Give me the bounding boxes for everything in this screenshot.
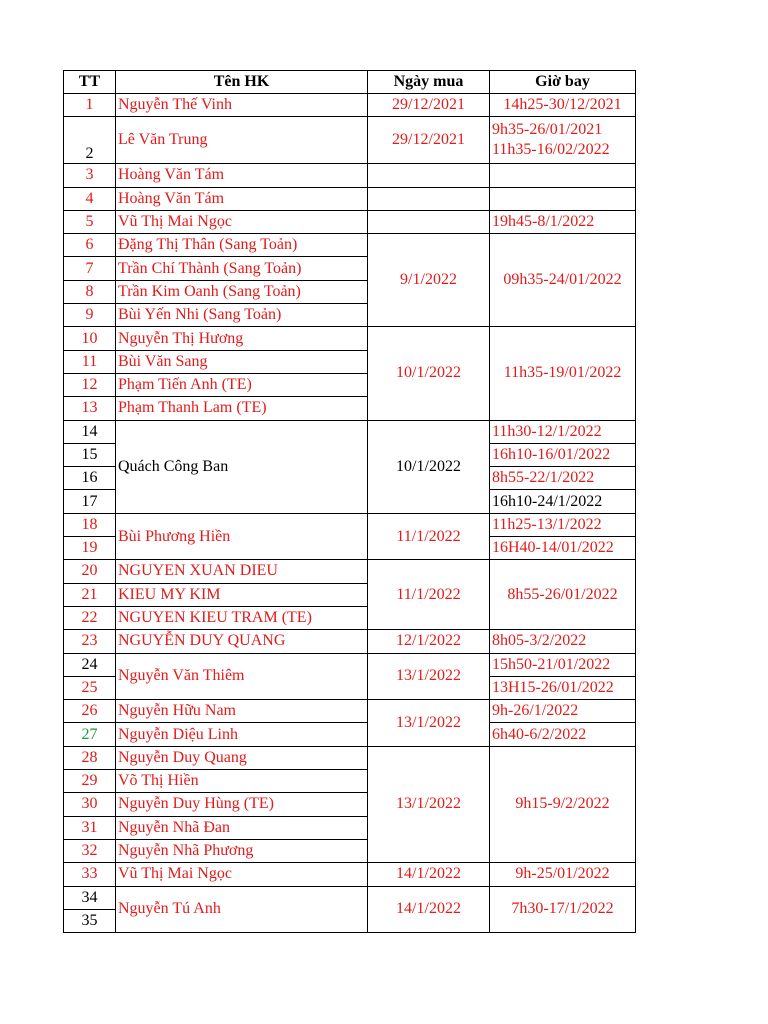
cell-name[interactable]: Nguyễn Nhã Phương	[116, 839, 368, 862]
cell-name[interactable]: Bùi Yến Nhi (Sang Toản)	[116, 304, 368, 327]
cell-time[interactable]	[490, 187, 636, 210]
cell-time[interactable]: 13H15-26/01/2022	[490, 676, 636, 699]
table-row	[64, 886, 636, 909]
table-row	[64, 723, 636, 746]
cell-tt[interactable]: 2	[64, 117, 116, 164]
cell-tt[interactable]: 28	[64, 746, 116, 769]
table-row	[64, 234, 636, 257]
cell-tt[interactable]: 26	[64, 700, 116, 723]
cell-time[interactable]: 19h45-8/1/2022	[490, 210, 636, 233]
cell-name[interactable]: Bùi Văn Sang	[116, 350, 368, 373]
cell-name[interactable]: Trần Chí Thành (Sang Toản)	[116, 257, 368, 280]
cell-tt[interactable]: 27	[64, 723, 116, 746]
cell-time[interactable]: 16H40-14/01/2022	[490, 537, 636, 560]
table-row	[64, 187, 636, 210]
table-row	[64, 210, 636, 233]
cell-name[interactable]: Bùi Phương Hiền	[116, 513, 368, 560]
cell-name[interactable]: Nguyễn Duy Hùng (TE)	[116, 793, 368, 816]
cell-tt[interactable]: 31	[64, 816, 116, 839]
cell-name[interactable]: Nguyễn Thị Hương	[116, 327, 368, 350]
cell-date[interactable]: 29/12/2021	[368, 94, 490, 117]
cell-time[interactable]: 9h-26/1/2022	[490, 700, 636, 723]
table-row	[64, 94, 636, 117]
cell-tt[interactable]: 24	[64, 653, 116, 676]
cell-time[interactable]: 9h-25/01/2022	[490, 863, 636, 886]
cell-tt[interactable]: 17	[64, 490, 116, 513]
cell-tt[interactable]: 5	[64, 210, 116, 233]
cell-time[interactable]: 11h25-13/1/2022	[490, 513, 636, 536]
cell-tt[interactable]: 21	[64, 583, 116, 606]
flight-booking-table	[63, 70, 636, 933]
cell-tt[interactable]: 3	[64, 164, 116, 187]
cell-date[interactable]	[368, 164, 490, 187]
cell-name[interactable]: Hoàng Văn Tám	[116, 164, 368, 187]
cell-tt[interactable]: 4	[64, 187, 116, 210]
cell-time[interactable]	[490, 117, 636, 164]
cell-date[interactable]: 14/1/2022	[368, 886, 490, 933]
cell-date[interactable]: 13/1/2022	[368, 653, 490, 700]
cell-name[interactable]: Phạm Tiến Anh (TE)	[116, 373, 368, 396]
table-row	[64, 863, 636, 886]
cell-tt[interactable]: 18	[64, 513, 116, 536]
cell-time[interactable]	[490, 164, 636, 187]
table-row	[64, 513, 636, 536]
cell-date[interactable]: 10/1/2022	[368, 327, 490, 420]
cell-name[interactable]: Vũ Thị Mai Ngọc	[116, 863, 368, 886]
cell-time[interactable]: 8h55-22/1/2022	[490, 467, 636, 490]
cell-name[interactable]: Nguyễn Thế Vinh	[116, 94, 368, 117]
cell-tt[interactable]: 11	[64, 350, 116, 373]
cell-name[interactable]: Nguyễn Nhã Đan	[116, 816, 368, 839]
table-row	[64, 630, 636, 653]
cell-date[interactable]: 13/1/2022	[368, 700, 490, 747]
cell-tt[interactable]: 14	[64, 420, 116, 443]
cell-time[interactable]: 8h55-26/01/2022	[490, 560, 636, 630]
cell-date[interactable]: 10/1/2022	[368, 420, 490, 513]
cell-name[interactable]: NGUYEN XUAN DIEU	[116, 560, 368, 583]
cell-name[interactable]: Lê Văn Trung	[116, 117, 368, 164]
cell-date[interactable]: 12/1/2022	[368, 630, 490, 653]
cell-time[interactable]: 8h05-3/2/2022	[490, 630, 636, 653]
cell-date[interactable]	[368, 187, 490, 210]
table-row	[64, 700, 636, 723]
cell-time[interactable]: 14h25-30/12/2021	[490, 94, 636, 117]
cell-name[interactable]: Đặng Thị Thân (Sang Toản)	[116, 234, 368, 257]
cell-time[interactable]: 11h35-19/01/2022	[490, 327, 636, 420]
cell-name[interactable]: NGUYỄN DUY QUANG	[116, 630, 368, 653]
cell-tt[interactable]: 6	[64, 234, 116, 257]
cell-time[interactable]: 09h35-24/01/2022	[490, 234, 636, 327]
cell-tt[interactable]: 35	[64, 909, 116, 932]
cell-name[interactable]: Hoàng Văn Tám	[116, 187, 368, 210]
cell-tt[interactable]: 33	[64, 863, 116, 886]
cell-tt[interactable]: 16	[64, 467, 116, 490]
cell-name[interactable]: Quách Công Ban	[116, 420, 368, 513]
header-time[interactable]: Giờ bay	[490, 71, 636, 94]
cell-name[interactable]: Nguyễn Văn Thiêm	[116, 653, 368, 700]
table-row	[64, 117, 636, 164]
table-row	[64, 746, 636, 769]
table-row	[64, 560, 636, 583]
time-line: 11h35-16/02/2022	[492, 141, 610, 159]
cell-tt[interactable]: 30	[64, 793, 116, 816]
cell-tt[interactable]: 25	[64, 676, 116, 699]
table-row	[64, 164, 636, 187]
cell-tt[interactable]: 20	[64, 560, 116, 583]
cell-date[interactable]: 14/1/2022	[368, 863, 490, 886]
cell-name[interactable]: Phạm Thanh Lam (TE)	[116, 397, 368, 420]
cell-tt[interactable]: 7	[64, 257, 116, 280]
cell-time[interactable]: 16h10-24/1/2022	[490, 490, 636, 513]
cell-tt[interactable]: 22	[64, 606, 116, 629]
cell-time[interactable]: 7h30-17/1/2022	[490, 886, 636, 933]
cell-time[interactable]: 15h50-21/01/2022	[490, 653, 636, 676]
cell-name[interactable]: Nguyễn Hữu Nam	[116, 700, 368, 723]
cell-date[interactable]	[368, 210, 490, 233]
cell-name[interactable]: Nguyễn Duy Quang	[116, 746, 368, 769]
cell-name[interactable]: KIEU MY KIM	[116, 583, 368, 606]
header-tt[interactable]: TT	[64, 71, 116, 94]
cell-date[interactable]: 29/12/2021	[368, 117, 490, 164]
cell-tt[interactable]: 15	[64, 443, 116, 466]
cell-tt[interactable]: 29	[64, 770, 116, 793]
table-row	[64, 327, 636, 350]
cell-date[interactable]: 13/1/2022	[368, 746, 490, 862]
header-row	[64, 71, 636, 94]
cell-name[interactable]: Võ Thị Hiền	[116, 770, 368, 793]
cell-time[interactable]: 16h10-16/01/2022	[490, 443, 636, 466]
cell-tt[interactable]: 32	[64, 839, 116, 862]
table-row	[64, 420, 636, 443]
header-name[interactable]: Tên HK	[116, 71, 368, 94]
cell-date[interactable]: 9/1/2022	[368, 234, 490, 327]
cell-tt[interactable]: 8	[64, 280, 116, 303]
cell-date[interactable]: 11/1/2022	[368, 560, 490, 630]
cell-tt[interactable]: 19	[64, 537, 116, 560]
cell-time[interactable]: 6h40-6/2/2022	[490, 723, 636, 746]
cell-name[interactable]: Nguyễn Tú Anh	[116, 886, 368, 933]
table-row	[64, 653, 636, 676]
cell-tt[interactable]: 23	[64, 630, 116, 653]
cell-name[interactable]: NGUYEN KIEU TRAM (TE)	[116, 606, 368, 629]
cell-name[interactable]: Vũ Thị Mai Ngọc	[116, 210, 368, 233]
cell-name[interactable]: Nguyễn Diệu Linh	[116, 723, 368, 746]
cell-date[interactable]: 11/1/2022	[368, 513, 490, 560]
time-line: 9h35-26/01/2021	[492, 121, 603, 139]
cell-tt[interactable]: 10	[64, 327, 116, 350]
cell-name[interactable]: Trần Kim Oanh (Sang Toản)	[116, 280, 368, 303]
cell-tt[interactable]: 9	[64, 304, 116, 327]
cell-time[interactable]: 11h30-12/1/2022	[490, 420, 636, 443]
header-date[interactable]: Ngày mua	[368, 71, 490, 94]
cell-tt[interactable]: 1	[64, 94, 116, 117]
cell-tt[interactable]: 34	[64, 886, 116, 909]
cell-tt[interactable]: 12	[64, 373, 116, 396]
cell-tt[interactable]: 13	[64, 397, 116, 420]
cell-time[interactable]: 9h15-9/2/2022	[490, 746, 636, 862]
